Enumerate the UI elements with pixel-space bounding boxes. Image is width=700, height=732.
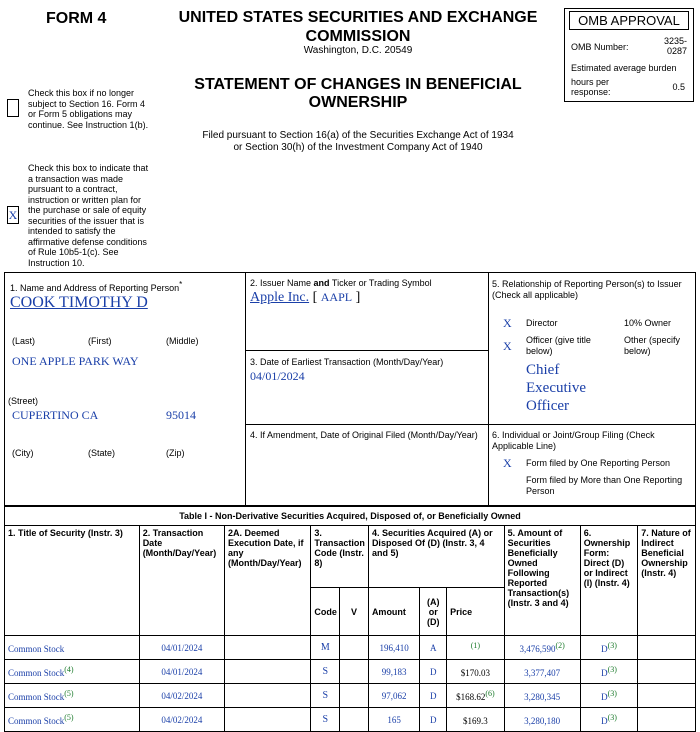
agency-line-2: COMMISSION [305, 28, 411, 45]
omb-number-label: OMB Number: [571, 42, 629, 52]
col-securities-acquired: 4. Securities Acquired (A) or Disposed Of (D) (Instr. 3, 4 and 5) [368, 526, 504, 588]
transaction-code-cell: S [311, 708, 340, 732]
col-nature-indirect: 7. Nature of Indirect Beneficial Ownership (Instr. 4) [638, 526, 696, 636]
issuer-name-line: Apple Inc. [ AAPL ] [250, 290, 361, 305]
officer-title: Chief Executive Officer [526, 362, 586, 414]
amount-cell: 99,183 [368, 660, 419, 684]
transaction-code-cell: S [311, 660, 340, 684]
reporting-person-name[interactable]: COOK TIMOTHY D [10, 294, 148, 311]
nature-cell [638, 684, 696, 708]
filing-label: 6. Individual or Joint/Group Filing (Check Applicable Line) [492, 430, 655, 451]
statement-title-2: OWNERSHIP [308, 94, 408, 111]
v-cell [340, 660, 369, 684]
deemed-date-cell [225, 660, 311, 684]
table-row [5, 660, 696, 684]
more-persons-label: Form filed by More than One Reporting Person [526, 475, 683, 496]
ticker-symbol: AAPL [320, 290, 353, 304]
amount-owned-cell: 3,476,590$^{(2)}$ [504, 636, 580, 660]
transaction-date-cell: 04/02/2024 [139, 708, 224, 732]
ownership-form-cell: $D^{(3)}$ [580, 708, 638, 732]
a-or-d-cell: A [420, 636, 447, 660]
rule-10b5-1-text: Check this box to indicate that a transaction was made pursuant to a contract, instruction or written plan for the purchase or sale of equity securities of the issuer that is intended to satisfy the affirmative defense conditions of Rule 10b5-1(c). See Instruction 10. [28, 163, 149, 268]
reporting-person-label: 1. Name and Address of Reporting Person* [10, 280, 183, 293]
amount-cell: 165 [368, 708, 419, 732]
amount-cell: 97,062 [368, 684, 419, 708]
nature-cell [638, 708, 696, 732]
city-label: (City) [12, 448, 34, 458]
issuer-label: 2. Issuer Name and Ticker or Trading Symbol [250, 278, 432, 288]
table-one [4, 506, 696, 732]
deemed-date-cell [225, 636, 311, 660]
divider [245, 272, 246, 506]
officer-label: Officer (give title below) [526, 335, 591, 356]
omb-hours-label: hours per response: [571, 77, 611, 97]
a-or-d-cell: D [420, 684, 447, 708]
state-label: (State) [88, 448, 116, 458]
v-cell [340, 708, 369, 732]
col-transaction-date: 2. Transaction Date (Month/Day/Year) [139, 526, 224, 636]
col-a-or-d: (A) or (D) [420, 588, 447, 636]
street-value: ONE APPLE PARK WAY [12, 354, 139, 368]
agency-title [160, 8, 556, 46]
first-label: (First) [88, 336, 112, 346]
form-label: FORM 4 [46, 10, 107, 27]
amount-owned-cell: 3,280,345 [504, 684, 580, 708]
deemed-date-cell [225, 708, 311, 732]
v-cell [340, 636, 369, 660]
no-longer-subject-text: Check this box if no longer subject to Section 16. Form 4 or Form 5 obligations may continue. See Instruction 1(b). [28, 88, 149, 130]
issuer-name-link[interactable]: Apple Inc. [250, 290, 310, 305]
a-or-d-cell: D [420, 660, 447, 684]
col-amount-owned: 5. Amount of Securities Beneficially Owned Following Reported Transaction(s) (Instr. 3 and 4) [504, 526, 580, 636]
agency-line-1: UNITED STATES SECURITIES AND EXCHANGE [178, 9, 538, 26]
divider [245, 424, 696, 425]
other-label: Other (specify below) [624, 335, 681, 356]
omb-title: OMB APPROVAL [569, 11, 689, 30]
ownership-form-cell: $D^{(3)}$ [580, 684, 638, 708]
no-longer-subject-checkbox[interactable] [7, 99, 19, 117]
price-cell: $169.3 [447, 708, 505, 732]
price-cell: $168.62$^{(6)}$ [447, 684, 505, 708]
earliest-transaction-date: 04/01/2024 [250, 369, 305, 383]
transaction-code-cell: M [311, 636, 340, 660]
table-row [5, 684, 696, 708]
security-title-cell: Common Stock$^{(4)}$ [5, 660, 140, 684]
statement-title [160, 76, 556, 112]
director-label: Director [526, 318, 558, 328]
table-row [5, 708, 696, 732]
zip-label: (Zip) [166, 448, 185, 458]
transaction-date-cell: 04/01/2024 [139, 660, 224, 684]
nature-cell [638, 660, 696, 684]
col-title-of-security: 1. Title of Security (Instr. 3) [5, 526, 140, 636]
omb-hours-value: 0.5 [672, 82, 685, 92]
rule-10b5-1-checkbox[interactable]: X [8, 208, 18, 222]
earliest-transaction-label: 3. Date of Earliest Transaction (Month/Day/Year) [250, 357, 444, 367]
ownership-form-cell: $D^{(3)}$ [580, 660, 638, 684]
middle-label: (Middle) [166, 336, 199, 346]
omb-number-value: 3235-0287 [663, 36, 687, 56]
security-title-cell: Common Stock$^{(5)}$ [5, 684, 140, 708]
amount-owned-cell: 3,377,407 [504, 660, 580, 684]
deemed-date-cell [225, 684, 311, 708]
divider [245, 350, 488, 351]
divider [488, 272, 489, 506]
statement-title-1: STATEMENT OF CHANGES IN BENEFICIAL [194, 76, 522, 93]
one-person-label: Form filed by One Reporting Person [526, 458, 671, 468]
price-cell: $170.03 [447, 660, 505, 684]
omb-burden-label: Estimated average burden [571, 63, 677, 73]
filed-pursuant [160, 130, 556, 154]
filed-line-1: Filed pursuant to Section 16(a) of the Securities Exchange Act of 1934 [202, 130, 514, 141]
one-person-mark[interactable]: X [503, 456, 512, 470]
a-or-d-cell: D [420, 708, 447, 732]
street-label: (Street) [8, 396, 39, 406]
transaction-date-cell: 04/01/2024 [139, 636, 224, 660]
director-mark[interactable]: X [503, 316, 512, 330]
ten-percent-owner-label: 10% Owner [624, 318, 672, 328]
last-label: (Last) [12, 336, 36, 346]
filed-line-2: or Section 30(h) of the Investment Company Act of 1940 [233, 142, 483, 153]
col-transaction-code: 3. Transaction Code (Instr. 8) [311, 526, 369, 588]
col-v: V [340, 588, 369, 636]
agency-city: Washington, D.C. 20549 [303, 45, 413, 56]
v-cell [340, 684, 369, 708]
nature-cell [638, 636, 696, 660]
zip-value: 95014 [166, 408, 196, 422]
col-code: Code [311, 588, 340, 636]
col-deemed-execution-date: 2A. Deemed Execution Date, if any (Month/Day/Year) [225, 526, 311, 636]
col-amount: Amount [368, 588, 419, 636]
security-title-cell: Common Stock$^{(5)}$ [5, 708, 140, 732]
table-row [5, 636, 696, 660]
city-value: CUPERTINO CA [12, 408, 99, 422]
col-ownership-form: 6. Ownership Form: Direct (D) or Indirect (I) (Instr. 4) [580, 526, 638, 636]
officer-mark[interactable]: X [503, 339, 512, 353]
ownership-form-cell: $D^{(3)}$ [580, 636, 638, 660]
table-title: Table I - Non-Derivative Securities Acquired, Disposed of, or Beneficially Owned [5, 507, 696, 526]
transaction-code-cell: S [311, 684, 340, 708]
security-title-cell: Common Stock [5, 636, 140, 660]
amendment-label: 4. If Amendment, Date of Original Filed (Month/Day/Year) [250, 430, 478, 440]
omb-approval-box [564, 8, 694, 102]
relationship-label: 5. Relationship of Reporting Person(s) to Issuer (Check all applicable) [492, 279, 682, 300]
col-price: Price [447, 588, 505, 636]
price-cell: (1) [447, 636, 505, 660]
amount-cell: 196,410 [368, 636, 419, 660]
amount-owned-cell: 3,280,180 [504, 708, 580, 732]
transaction-date-cell: 04/02/2024 [139, 684, 224, 708]
